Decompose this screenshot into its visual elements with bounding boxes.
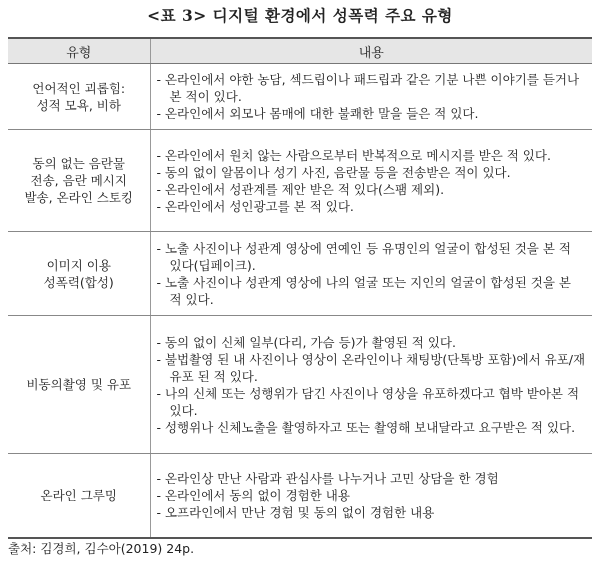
table-row [8,130,592,232]
content-item: - 불법촬영 된 내 사진이나 영상이 온라인이나 채팅방(단톡방 포함)에서 유포/재유포 된 적 있다. [157,351,587,385]
type-cell [8,454,150,538]
content-item: - 온라인에서 동의 없이 경험한 내용 [157,487,587,504]
type-cell [8,232,150,316]
type-cell [8,316,150,454]
table-row [8,316,592,454]
type-line: 비동의촬영 및 유포 [26,377,132,392]
violence-types-table [8,37,592,539]
content-item: - 온라인에서 외모나 몸매에 대한 불쾌한 말을 들은 적 있다. [157,105,587,122]
content-cell [150,232,592,316]
content-item: - 동의 없이 알몸이나 성기 사진, 음란물 등을 전송받은 적이 있다. [157,164,587,181]
source-note: 출처: 김경희, 김수아(2019) 24p. [8,541,195,556]
content-cell [150,64,592,130]
content-item: - 노출 사진이나 성관계 영상에 연예인 등 유명인의 얼굴이 합성된 것을 본 적 있다(딥페이크). [157,240,587,274]
content-item: - 온라인상 만난 사람과 관심사를 나누거나 고민 상담을 한 경험 [157,470,587,487]
table-row [8,232,592,316]
content-item: - 온라인에서 야한 농담, 섹드립이나 패드립과 같은 기분 나쁜 이야기를 듣거나 본 적이 있다. [157,71,587,105]
content-item: - 노출 사진이나 성관계 영상에 나의 얼굴 또는 지인의 얼굴이 합성된 것을 본 적 있다. [157,274,587,308]
content-item: - 동의 없이 신체 일부(다리, 가슴 등)가 촬영된 적 있다. [157,334,587,351]
content-cell [150,130,592,232]
content-cell [150,454,592,538]
type-line: 온라인 그루밍 [40,487,117,503]
type-cell [8,130,150,232]
header-row [8,38,592,64]
content-item: - 온라인에서 원치 않는 사람으로부터 반복적으로 메시지를 받은 적 있다. [157,147,587,164]
type-line: 언어적인 괴롭힘: [32,80,126,96]
content-item: - 온라인에서 성인광고를 본 적 있다. [157,198,587,215]
type-cell [8,64,150,130]
type-line: 동의 없는 음란물 [32,156,125,171]
content-item: - 성행위나 신체노출을 촬영하자고 또는 촬영해 보내달라고 요구받은 적 있다. [157,419,587,436]
type-line: 발송, 온라인 스토킹 [24,190,134,205]
type-line: 전송, 음란 메시지 [30,173,127,188]
type-line: 성적 모욕, 비하 [36,97,121,113]
table-row [8,454,592,538]
table-row [8,64,592,130]
content-item: - 나의 신체 또는 성행위가 담긴 사진이나 영상을 유포하겠다고 협박 받아본 적 있다. [157,385,587,419]
header-type: 유형 [8,38,150,64]
content-item: - 오프라인에서 만난 경험 및 동의 없이 경험한 내용 [157,504,587,521]
content-cell [150,316,592,454]
type-line: 성폭력(합성) [43,274,114,290]
table-title: <표 3> 디지털 환경에서 성폭력 주요 유형 [147,6,453,25]
content-item: - 온라인에서 성관계를 제안 받은 적 있다(스팸 제외). [157,181,587,198]
type-line: 이미지 이용 [46,257,111,273]
header-content: 내용 [150,38,592,64]
